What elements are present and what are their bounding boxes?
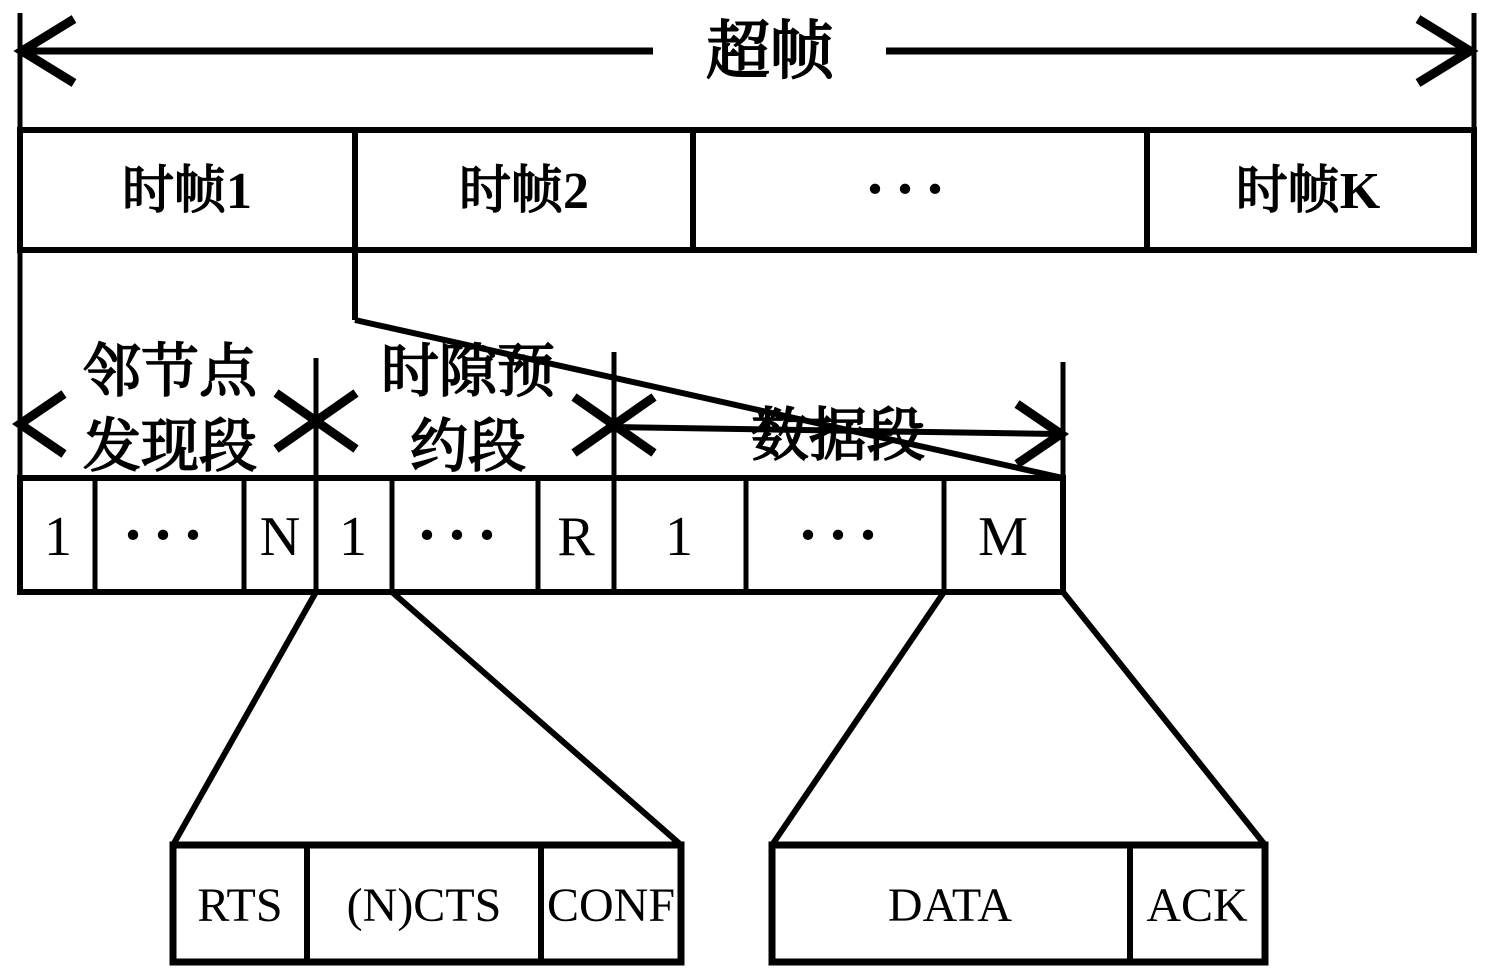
- frame-cell-k-label: 时帧K: [1235, 163, 1381, 220]
- slot-reservation-label-line2: 约段: [409, 414, 527, 479]
- rts-label: RTS: [197, 879, 283, 932]
- data-trapezoid-right-line: [1063, 592, 1265, 845]
- slot-m-label: M: [978, 506, 1028, 568]
- ncts-label: (N)CTS: [346, 879, 502, 932]
- slot-3-label: 1: [665, 506, 693, 568]
- slot-ellipsis-2-label: ...: [419, 482, 509, 553]
- slot-2-label: 1: [339, 506, 367, 568]
- data-label: DATA: [887, 879, 1013, 932]
- data-trapezoid-left-line: [772, 592, 944, 845]
- slot-reservation-label-line1: 时隙预: [380, 339, 556, 404]
- frame-cell-1-label: 时帧1: [121, 163, 253, 220]
- superframe-label: 超帧: [706, 16, 834, 87]
- slot-r-label: R: [557, 506, 595, 568]
- data-segment-label: 数据段: [750, 403, 926, 468]
- reservation-trapezoid-right-line: [392, 592, 681, 845]
- slot-ellipsis-3-label: ...: [800, 482, 890, 553]
- conf-label: CONF: [546, 879, 676, 932]
- reservation-trapezoid-left-line: [173, 592, 316, 845]
- ack-label: ACK: [1146, 879, 1248, 932]
- frame-cell-2-label: 时帧2: [458, 163, 590, 220]
- frame-cell-ellipsis-label: ...: [867, 136, 957, 207]
- slot-ellipsis-1-label: ...: [125, 482, 215, 553]
- neighbor-discovery-label-line1: 邻节点: [82, 339, 258, 404]
- slot-n-label: N: [259, 506, 301, 568]
- slot-1-label: 1: [44, 506, 72, 568]
- segment-star-arrowhead-1-left-icon: [316, 393, 356, 449]
- neighbor-discovery-label-line2: 发现段: [82, 414, 258, 479]
- neighbor-segment-left-arrowhead-icon: [20, 394, 64, 454]
